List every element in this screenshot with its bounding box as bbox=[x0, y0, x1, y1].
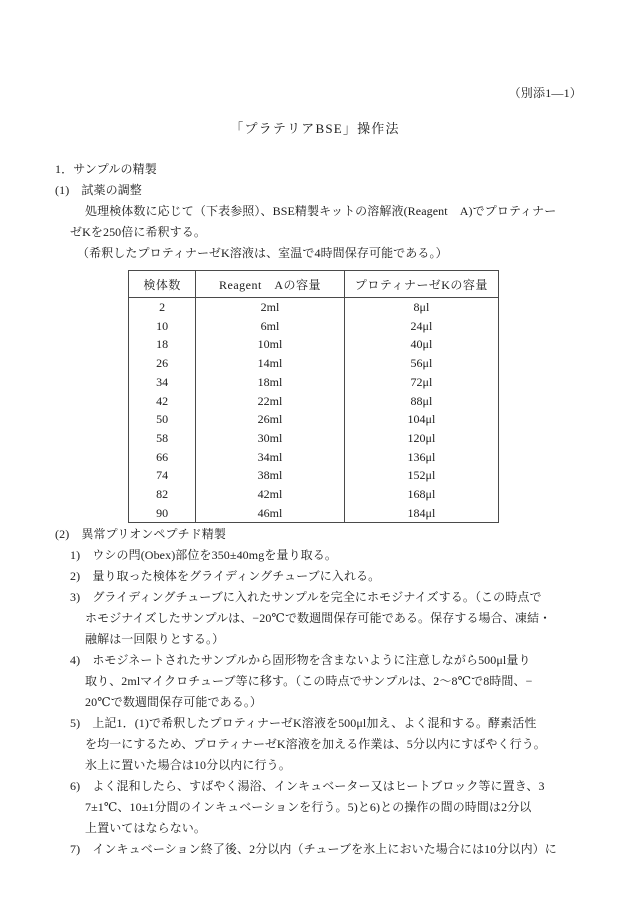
table-row bbox=[129, 373, 499, 392]
table-header-proteinase-k-volume: プロティナーゼKの容量 bbox=[344, 271, 498, 298]
numbered-item-first-line bbox=[55, 587, 583, 608]
table-cell: 184μl bbox=[407, 505, 436, 520]
table-cell: 104μl bbox=[407, 412, 436, 427]
table-cell: 24μl bbox=[410, 318, 433, 333]
reagent-table-wrapper bbox=[128, 270, 499, 523]
table-row bbox=[129, 354, 499, 373]
numbered-item-marker: 2) bbox=[70, 569, 81, 583]
table-cell: 26 bbox=[129, 354, 196, 373]
numbered-item-continuation-line: ホモジナイズしたサンプルは、−20℃で数週間保存可能である。保存する場合、凍結・ bbox=[85, 611, 552, 625]
section-1-block bbox=[55, 159, 583, 264]
table-cell: 10 bbox=[129, 317, 196, 336]
marker-spacer bbox=[80, 569, 92, 583]
numbered-item-first-line bbox=[55, 650, 583, 671]
table-cell: 42 bbox=[129, 392, 196, 411]
table-row bbox=[129, 448, 499, 467]
table-cell: 46ml bbox=[196, 504, 345, 523]
document-reference-label: （別添1—1） bbox=[508, 86, 582, 100]
table-cell: 42ml bbox=[196, 485, 345, 504]
table-cell: 8μl bbox=[413, 300, 430, 314]
table-cell: 152μl bbox=[407, 468, 436, 483]
table-cell: 50 bbox=[129, 410, 196, 429]
table-row bbox=[129, 392, 499, 411]
marker-spacer bbox=[80, 548, 92, 562]
numbered-item-continuation-line: 氷上に置いた場合は10分以内に行う。 bbox=[85, 758, 291, 772]
numbered-item-continuation-line: 融解は一回限りとする。） bbox=[85, 632, 225, 646]
table-row bbox=[129, 317, 499, 336]
section-1-sub-1-line-2: ゼKを250倍に希釈する。 bbox=[70, 225, 206, 239]
section-1-heading: 1．サンプルの精製 bbox=[55, 162, 157, 176]
numbered-item-marker: 7) bbox=[70, 842, 81, 856]
numbered-item-continuation-line: 20℃で数週間保存可能である。） bbox=[85, 695, 263, 709]
numbered-item-text: 量り取った検体をグライディングチューブに入れる。 bbox=[92, 569, 381, 583]
section-1-sub-1-line-1: 処理検体数に応じて（下表参照）、BSE精製キットの溶解液(Reagent A)でプロティナー bbox=[85, 204, 557, 218]
table-header-row bbox=[129, 271, 499, 298]
table-cell: 58 bbox=[129, 429, 196, 448]
table-cell: 56μl bbox=[410, 356, 433, 371]
table-cell: 2ml bbox=[196, 298, 345, 317]
table-header-reagent-a-volume: Reagent Aの容量 bbox=[196, 271, 345, 298]
table-cell: 38ml bbox=[196, 466, 345, 485]
reagent-volume-table bbox=[128, 270, 499, 523]
marker-spacer bbox=[80, 590, 92, 604]
table-cell: 90 bbox=[129, 504, 196, 523]
table-cell: 14ml bbox=[196, 354, 345, 373]
table-cell: 18ml bbox=[196, 373, 345, 392]
table-header-sample-count: 検体数 bbox=[129, 271, 196, 298]
numbered-item-text: グライディングチューブに入れたサンプルを完全にホモジナイズする。（この時点で bbox=[92, 590, 542, 604]
page-title: 「プラテリアBSE」操作法 bbox=[230, 121, 400, 136]
section-1-sub-1-line-3: （希釈したプロティナーゼK溶液は、室温で4時間保存可能である。） bbox=[77, 246, 448, 260]
section-1-sub-1-heading: (1) 試薬の調整 bbox=[55, 183, 142, 197]
table-cell: 168μl bbox=[407, 487, 436, 502]
table-row bbox=[129, 410, 499, 429]
table-cell: 40μl bbox=[410, 337, 433, 352]
numbered-item-marker: 5) bbox=[70, 716, 81, 730]
numbered-item-first-line bbox=[55, 776, 583, 797]
numbered-item-text: ウシの閂(Obex)部位を350±40mgを量り取る。 bbox=[92, 548, 337, 562]
section-2-item-list bbox=[55, 545, 583, 860]
numbered-item-marker: 1) bbox=[70, 548, 81, 562]
numbered-item-first-line bbox=[55, 545, 583, 566]
section-1-sub-2-heading: (2) 異常プリオンペプチド精製 bbox=[55, 527, 226, 541]
table-cell: 72μl bbox=[410, 374, 433, 389]
table-cell: 34ml bbox=[196, 448, 345, 467]
numbered-item-text: 上記1．(1)で希釈したプロティナーゼK溶液を500μl加え、よく混和する。酵素活性 bbox=[92, 716, 537, 730]
table-cell: 82 bbox=[129, 485, 196, 504]
section-2-block bbox=[55, 524, 583, 860]
numbered-item-continuation-line: 取り、2mlマイクロチューブ等に移す。（この時点でサンプルは、2〜8℃で8時間、− bbox=[85, 674, 533, 688]
numbered-item-text: よく混和したら、すばやく湯浴、インキュベーター又はヒートブロック等に置き、3 bbox=[92, 779, 545, 793]
marker-spacer bbox=[80, 842, 92, 856]
table-cell: 88μl bbox=[410, 393, 433, 408]
table-row bbox=[129, 298, 499, 317]
numbered-item-continuation-line: 上置いてはならない。 bbox=[85, 821, 207, 835]
table-row bbox=[129, 335, 499, 354]
table-cell: 136μl bbox=[407, 449, 436, 464]
numbered-item-first-line bbox=[55, 839, 583, 860]
numbered-item-marker: 4) bbox=[70, 653, 81, 667]
table-cell: 26ml bbox=[196, 410, 345, 429]
table-row bbox=[129, 429, 499, 448]
numbered-item-continuation-line: 7±1℃、10±1分間のインキュベーションを行う。5)と6)との操作の間の時間は2分以 bbox=[85, 800, 532, 814]
table-cell: 10ml bbox=[196, 335, 345, 354]
table-cell: 22ml bbox=[196, 392, 345, 411]
numbered-item-text: ホモジネートされたサンプルから固形物を含まないように注意しながら500μl量り bbox=[92, 653, 531, 667]
marker-spacer bbox=[80, 716, 92, 730]
table-cell: 34 bbox=[129, 373, 196, 392]
table-cell: 74 bbox=[129, 466, 196, 485]
numbered-item-marker: 6) bbox=[70, 779, 81, 793]
marker-spacer bbox=[80, 779, 92, 793]
numbered-item-text: インキュベーション終了後、2分以内（チューブを氷上においた場合には10分以内）に bbox=[92, 842, 557, 856]
table-row bbox=[129, 485, 499, 504]
marker-spacer bbox=[80, 653, 92, 667]
table-row bbox=[129, 466, 499, 485]
table-cell: 66 bbox=[129, 448, 196, 467]
numbered-item-first-line bbox=[55, 566, 583, 587]
table-cell: 2 bbox=[129, 298, 196, 317]
table-cell: 18 bbox=[129, 335, 196, 354]
numbered-item-marker: 3) bbox=[70, 590, 81, 604]
numbered-item-continuation-line: を均一にするため、プロティナーゼK溶液を加える作業は、5分以内にすばやく行う。 bbox=[85, 737, 546, 751]
table-cell: 120μl bbox=[407, 430, 436, 445]
table-cell: 6ml bbox=[196, 317, 345, 336]
table-row bbox=[129, 504, 499, 523]
table-body bbox=[129, 298, 499, 523]
numbered-item-first-line bbox=[55, 713, 583, 734]
table-cell: 30ml bbox=[196, 429, 345, 448]
